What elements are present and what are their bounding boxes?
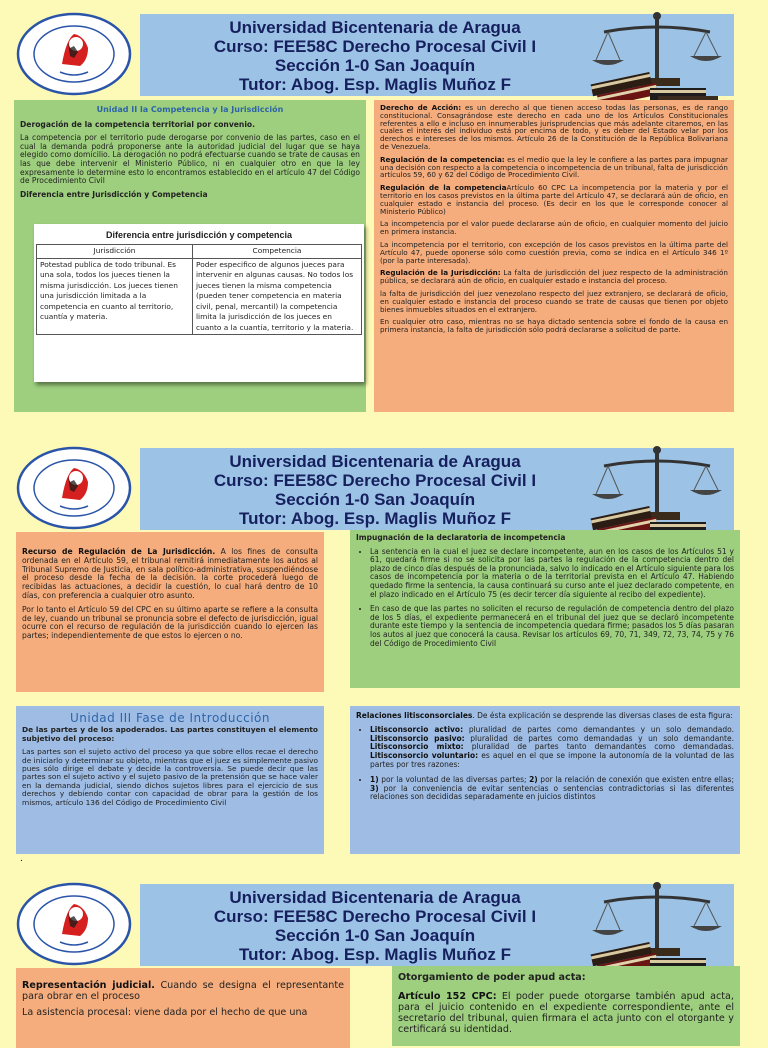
header-title bbox=[140, 888, 610, 964]
list-item bbox=[370, 776, 734, 802]
paragraph: Artículo 60 CPC La incompetencia por la materia y por el territorio en los casos previstos en la última parte del Artículo 47, se declarará aún de oficio, en cualquier estado e instancia del proceso. (Es decir en los que le corresponde conocer al Ministerio Público) bbox=[380, 183, 728, 216]
justice-scale-icon bbox=[582, 442, 732, 542]
jurisdiction-appeal-panel bbox=[16, 532, 324, 692]
term: Recurso de Regulación de La Jurisdicción. bbox=[22, 547, 216, 556]
list-item bbox=[370, 726, 734, 770]
comparison-table-card bbox=[34, 224, 364, 382]
term: Representación judicial. bbox=[22, 980, 155, 991]
table-header: Competencia bbox=[193, 245, 362, 259]
paragraph: Las partes son el sujeto activo del proceso ya que sobre ellos recae el derecho de iniciarlo y determinar su objeto, mientras que el juez es simplemente pasivo pues sólo dirige el debate y decide la controversia. Se puede decir que las partes son el sujeto activo y el sujeto pasivo de la pretensión que se hace valer en la demanda judicial, siendo dichos sujetos libres para el ejercicio de sus derechos y debiendo contar con capacidad de obrar para la gestión de los mismos, artículo 136 del Código de Procedimiento Civil bbox=[22, 747, 318, 807]
paragraph: El poder puede otorgarse también apud acta, para el juicio contenido en el expediente correspondiente, ante el secretario del tribunal, quien firmara el acta junto con el otorgante y certificará su identidad. bbox=[398, 991, 734, 1035]
header-line-2: Curso: FEE58C Derecho Procesal Civil I bbox=[213, 471, 537, 490]
header-title bbox=[140, 18, 610, 94]
paragraph: la falta de jurisdicción del juez venezolano respecto del juez extranjero, se declarará de oficio, en cualquier estado e instancia del proceso cuando se trate de causas que tienen por objeto bienes inmuebles situados en el extranjero. bbox=[380, 288, 728, 314]
judicial-representation-panel bbox=[16, 968, 350, 1048]
paragraph: La incompetencia por el territorio, con excepción de los casos previstos en la última parte del Artículo 47, puede oponerse sólo como cuestión previa, como se indica en el Artículo 346 1º (por la parte interesada). bbox=[380, 239, 728, 265]
header-banner bbox=[140, 448, 734, 530]
introduction-phase-panel bbox=[16, 706, 324, 854]
table-header: Jurisdicción bbox=[37, 245, 193, 259]
paragraph: La falta de jurisdicción del juez respecto de la administración pública, se declarará aún de oficio, en cualquier estado e instancia del proceso. bbox=[380, 268, 728, 286]
subheading: Diferencia entre Jurisdicción y Competencia bbox=[20, 189, 208, 199]
action-rights-panel bbox=[374, 100, 734, 412]
bullet-list bbox=[356, 548, 734, 649]
paragraph: . De ésta explicación se desprende las diversas clases de esta figura: bbox=[472, 711, 733, 720]
term: Litisconsorcio activo: bbox=[370, 724, 464, 734]
header-line-1: Universidad Bicentenaria de Aragua bbox=[229, 452, 521, 471]
paragraph: pluralidad de partes tanto demandantes como demandadas. bbox=[463, 742, 735, 752]
header-line-3: Sección 1-0 San Joaquín bbox=[274, 56, 476, 75]
header-line-4: Tutor: Abog. Esp. Maglis Muñoz F bbox=[239, 509, 511, 528]
subheading: Otorgamiento de poder apud acta: bbox=[398, 972, 586, 983]
paragraph: Cuando se designa el representante para obrar en el proceso bbox=[22, 980, 345, 1002]
header-line-4: Tutor: Abog. Esp. Maglis Muñoz F bbox=[239, 75, 511, 94]
comparison-table bbox=[36, 244, 362, 335]
header-line-2: Curso: FEE58C Derecho Procesal Civil I bbox=[213, 37, 537, 56]
unit-heading: Unidad II la Competencia y la Jurisdicción bbox=[96, 105, 284, 114]
subheading: Impugnación de la declaratoria de incompetencia bbox=[356, 533, 566, 542]
paragraph: La competencia por el territorio pude derogarse por convenio de las partes, caso en el cual la demanda podrá proponerse ante la autoridad judicial del lugar que se haya elegido como domicilio. La derogación no podrá efectuarse cuando se trate de causas en las que debe intervenir el Ministerio Público, ni en cualquier otro en que la ley expresamente lo determine esto lo encontramos establecido en el artículo 47 del Código de Procedimiento Civil bbox=[20, 133, 360, 186]
joinder-relations-panel bbox=[350, 706, 740, 854]
header-line-1: Universidad Bicentenaria de Aragua bbox=[229, 888, 521, 907]
term: Litisconsorcio voluntario: bbox=[370, 751, 479, 761]
header-banner bbox=[140, 884, 734, 966]
list-item: • La sentencia en la cual el juez se declare incompetente, aun en los casos de los Artículos 51 y 61, quedará firme si no se solicita por las partes la regulación de la competencia dentro del plazo de cinco días después de la pronunciada, salvo lo indicado en el Artículo siguiente para los casos de incompetencia por la materia o de la territorial prevista en el Artículo 47. Habiendo quedado firme la sentencia, la causa continuará su curso ante el juez declarado competente, en el plazo indicado en el Artículo 75 (es decir tercer día siguiente al recibo del expediente). bbox=[370, 548, 734, 600]
term: Regulación de la Jurisdicción: bbox=[380, 268, 501, 278]
incompetence-challenge-panel bbox=[350, 530, 740, 688]
header-banner bbox=[140, 14, 734, 96]
header-line-3: Sección 1-0 San Joaquín bbox=[274, 490, 476, 509]
slide-1 bbox=[0, 0, 768, 420]
header-line-4: Tutor: Abog. Esp. Maglis Muñoz F bbox=[239, 945, 511, 964]
list-item: • En caso de que las partes no soliciten el recurso de regulación de competencia dentro del plazo de los 5 días, el expediente permanecerá en el tribunal del juez que se declaró incompetente durante este tiempo y la sentencia de incompetencia quedara firme; pasados los 5 días pasaran los autos al juez que conocerá la causa. Revisar los artículos 69, 70, 71, 349, 72, 73, 74, 75 y 76 del Código de Procedimiento Civil bbox=[370, 605, 734, 648]
paragraph: La incompetencia por el valor puede declararse aún de oficio, en cualquier momento del juicio en primera instancia. bbox=[380, 219, 728, 237]
justice-scale-icon bbox=[582, 8, 732, 108]
slide-2 bbox=[0, 434, 768, 864]
paragraph: En cualquier otro caso, mientras no se haya dictado sentencia sobre el fondo de la causa en primera instancia, la falta de jurisdicción sólo podrá declararse a solicitud de parte. bbox=[380, 317, 728, 335]
term: 3) bbox=[370, 783, 379, 793]
term: Litisconsorcio pasivo: bbox=[370, 733, 465, 743]
paragraph: pluralidad de partes como demandadas y un solo demandante. bbox=[464, 733, 734, 743]
paragraph: es el medio que la ley le confiere a las partes para impugnar una decisión con respecto a la competencia o incompetencia de un tribunal, falta de jurisdicción artículos 59, 60 y 62 del Código de Procedimiento Civil. bbox=[380, 154, 728, 180]
bullet-list bbox=[356, 726, 734, 802]
table-title: Diferencia entre jurisdicción y competencia bbox=[105, 230, 293, 240]
paragraph: La asistencia procesal: viene dada por el hecho de que una bbox=[22, 1007, 308, 1018]
paragraph: por la voluntad de las diversas partes; bbox=[378, 774, 530, 784]
subheading: Derogación de la competencia territorial por convenio. bbox=[20, 119, 256, 129]
paragraph: por la conveniencia de evitar sentencias o sentencias contradictorias si las diferentes relaciones son decididas separadamente en juicios distintos bbox=[370, 783, 734, 802]
justice-scale-icon bbox=[582, 878, 732, 978]
stray-dot: . bbox=[20, 854, 23, 864]
term: Derecho de Acción: bbox=[380, 103, 462, 112]
paragraph: A los fines de consulta ordenada en el Artículo 59, el tribunal remitirá inmediatamente los autos al Tribunal Supremo de Justicia, en sala político-administrativa, suspendiéndose el proceso desde la fecha de la decisión. la corte procederá luego de recibidas las actuaciones, a decidir la cuestión, lo cual hará dentro de 10 días, con preferencia a cualquier otro asunto. bbox=[22, 547, 318, 600]
term: Artículo 152 CPC: bbox=[398, 991, 497, 1002]
term: Relaciones litisconsorciales bbox=[356, 711, 473, 720]
term: 2) bbox=[529, 774, 538, 784]
header-line-2: Curso: FEE58C Derecho Procesal Civil I bbox=[213, 907, 537, 926]
paragraph: es aquel en el que se impone la autonomía de la voluntad de las partes por tres razones: bbox=[370, 751, 734, 769]
paragraph: es un derecho al que tienen acceso todas las personas, es de rango constitucional. Consagrándose este derecho en cada uno de los Artículos Constitucionales referentes a ello e incluso en innumerables jurisprudencias que más adelante citaremos, en las cuales el interés del individuo está por encima de todo, y es deber del Estado velar por los derechos e intereses de los mismos. Artículo 26 de la Constitución de la República Bolivariana de Venezuela. bbox=[380, 103, 728, 151]
table-cell: Poder especifico de algunos jueces para intervenir en algunas causas. No todos los jueces tienen la misma competencia (pueden tener competencia en materia civil, penal, mercantil) la competencia limita la jurisdicción de los jueces en cuanto a la cuantía, territorio y la materia. bbox=[193, 258, 362, 335]
university-logo bbox=[16, 446, 132, 530]
slide-3 bbox=[0, 870, 768, 1035]
subheading: De las partes y de los apoderados. Las partes constituyen el elemento subjetivo del proceso: bbox=[22, 725, 318, 743]
table-cell: Potestad publica de todo tribunal. Es una sola, todos los jueces tienen la misma jurisdicción. Los jueces tienen una jurisdicción limitada a la competencia en cuanto al territorio, cuantía y materia. bbox=[37, 258, 193, 335]
unit-heading: Unidad III Fase de Introducción bbox=[69, 711, 271, 725]
term: Litisconsorcio mixto: bbox=[370, 742, 464, 752]
university-logo bbox=[16, 12, 132, 96]
header-line-3: Sección 1-0 San Joaquín bbox=[274, 926, 476, 945]
paragraph: Por lo tanto el Artículo 59 del CPC en su último aparte se refiere a la consulta de ley, cuando un tribunal se pronuncia sobre el defecto de jurisdicción, igual ocurre con el recurso de regulación de la jurisdicción cuando lo ejercen las partes; independientemente de que estos lo ejercen o no. bbox=[22, 604, 318, 641]
paragraph: pluralidad de partes como demandantes y un solo demandado. bbox=[463, 724, 734, 734]
term: Regulación de la competencia: bbox=[380, 154, 505, 164]
header-line-1: Universidad Bicentenaria de Aragua bbox=[229, 18, 521, 37]
power-of-attorney-panel bbox=[392, 966, 740, 1046]
term: Regulación de la competencia bbox=[380, 183, 507, 193]
header-title bbox=[140, 452, 610, 528]
university-logo bbox=[16, 882, 132, 966]
paragraph: por la relación de conexión que existen entre ellas; bbox=[537, 774, 734, 784]
term: 1) bbox=[370, 774, 379, 784]
